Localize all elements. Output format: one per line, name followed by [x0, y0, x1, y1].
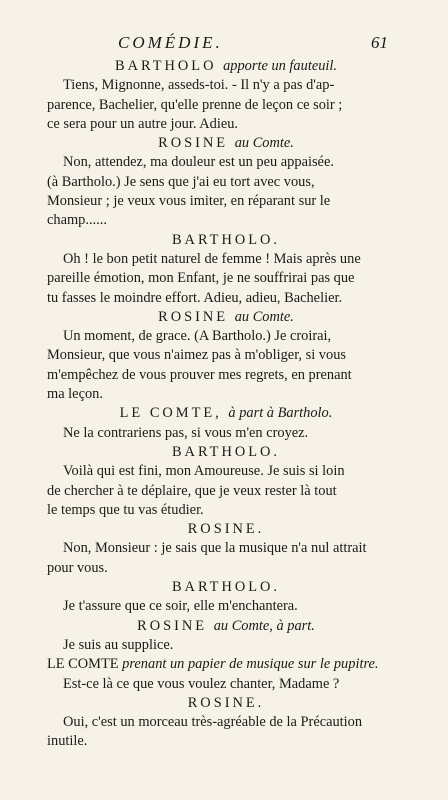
speaker-heading: [47, 404, 405, 423]
text-line: Oh ! le bon petit naturel de femme ! Mais après une: [63, 250, 361, 267]
text-line: Voilà qui est fini, mon Amoureuse. Je suis si loin: [63, 463, 345, 480]
text-line: Non, attendez, ma douleur est un peu appaisée.: [63, 154, 334, 171]
text-line: Monsieur ; je veux vous imiter, en réparant sur le: [47, 193, 331, 210]
speaker-heading: [47, 231, 405, 250]
stage-direction: à part à Bartholo.: [228, 405, 333, 422]
page-number: 61: [371, 33, 388, 52]
text-line: ce sera pour un autre jour. Adieu.: [47, 115, 239, 132]
stage-direction: apporte un fauteuil.: [223, 58, 337, 74]
speaker-name: ROSINE.: [187, 521, 265, 538]
page-header: [0, 33, 448, 55]
speaker-name: ROSINE: [137, 617, 208, 634]
speaker-name: ROSINE: [158, 135, 229, 152]
speaker-heading: [47, 617, 405, 636]
stage-direction: au Comte.: [234, 135, 294, 152]
text-line: le temps que tu vas étudier.: [47, 501, 204, 518]
text-line: Un moment, de grace. (A Bartholo.) Je croirai,: [63, 328, 332, 345]
text-line: Tiens, Mignonne, asseds-toi. - Il n'y a pas d'ap-: [63, 77, 335, 94]
speaker-name: ROSINE: [158, 308, 229, 325]
running-title: COMÉDIE.: [118, 33, 223, 52]
speaker-name: BARTHOLO.: [171, 443, 281, 460]
text-line: m'empêchez de vous prouver mes regrets, en prenant: [47, 366, 352, 383]
text-line: pareille émotion, mon Enfant, je ne souffrirai pas que: [47, 270, 355, 287]
text-line: ma leçon.: [47, 386, 103, 403]
text-line: Oui, c'est un morceau très-agréable de la Précaution: [63, 714, 363, 731]
text-line: de chercher à te déplaire, que je veux rester là tout: [47, 482, 337, 499]
speaker-heading: [47, 578, 405, 597]
stage-direction-line: [47, 57, 405, 76]
text-line: champ......: [47, 212, 107, 229]
text-line: Monsieur, que vous n'aimez pas à m'obliger, si vous: [47, 347, 346, 364]
stage-direction-line: [47, 655, 405, 674]
speaker-name: LE COMTE,: [119, 405, 222, 422]
text-line: parence, Bachelier, qu'elle prenne de leçon ce soir ;: [47, 96, 343, 113]
text-line: Non, Monsieur : je sais que la musique n'a nul attrait: [63, 540, 367, 557]
speaker-name: LE COMTE: [47, 656, 119, 673]
speaker-heading: [47, 308, 405, 327]
speaker-name: BARTHOLO.: [171, 231, 281, 248]
speaker-heading: [47, 134, 405, 153]
speaker-name: BARTHOLO.: [171, 579, 281, 596]
speaker-heading: [47, 520, 405, 539]
text-line: (à Bartholo.) Je sens que j'ai eu tort avec vous,: [47, 173, 315, 190]
play-text: [47, 57, 405, 752]
speaker-name: BARTHOLO: [114, 58, 217, 74]
text-line: pour vous.: [47, 559, 108, 576]
text-line: Je suis au supplice.: [63, 636, 174, 653]
text-line: Je t'assure que ce soir, elle m'enchantera.: [63, 598, 298, 615]
text-line: inutile.: [47, 733, 88, 750]
speaker-heading: [47, 443, 405, 462]
text-line: tu fasses le moindre effort. Adieu, adieu, Bachelier.: [47, 289, 343, 306]
speaker-heading: [47, 694, 405, 713]
stage-direction: au Comte.: [234, 308, 294, 325]
stage-direction: au Comte, à part.: [213, 617, 315, 634]
text-line: Ne la contrariens pas, si vous m'en croyez.: [63, 424, 309, 441]
stage-direction: prenant un papier de musique sur le pupitre.: [122, 656, 379, 673]
text-line: Est-ce là ce que vous voulez chanter, Madame ?: [63, 675, 340, 692]
speaker-name: ROSINE.: [187, 694, 265, 711]
